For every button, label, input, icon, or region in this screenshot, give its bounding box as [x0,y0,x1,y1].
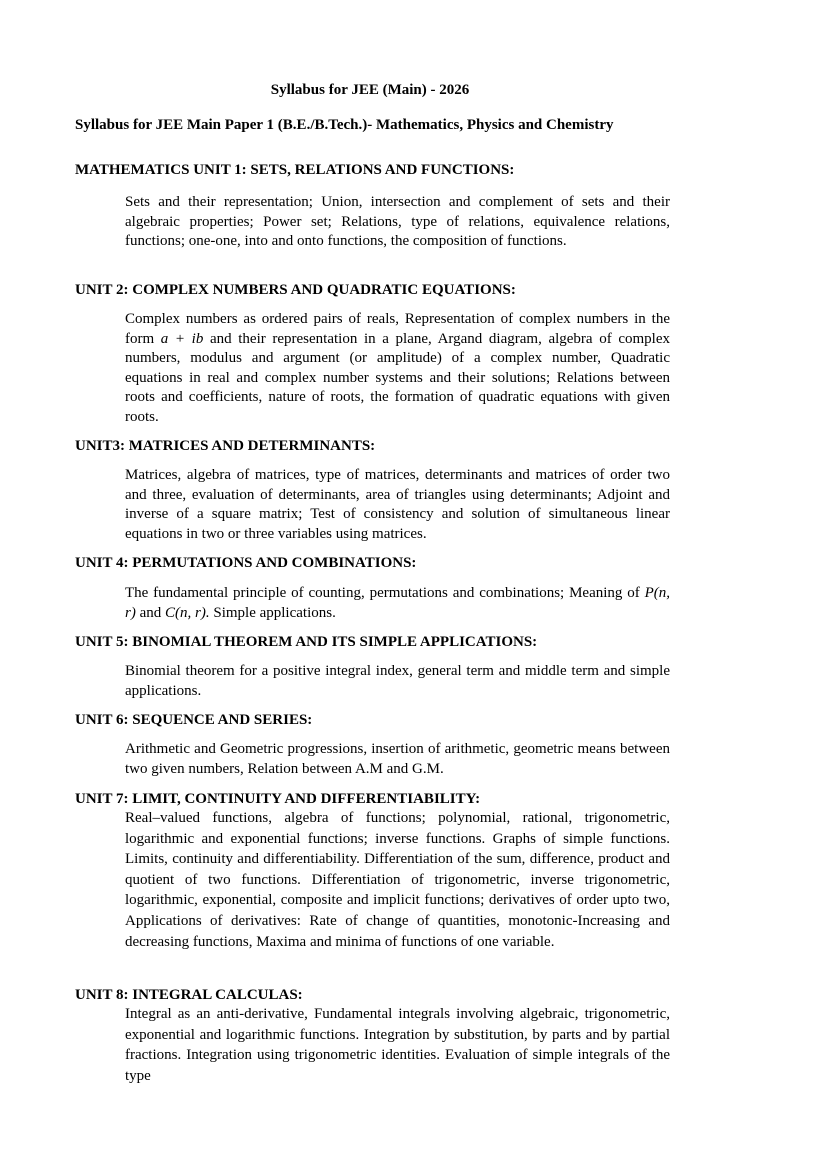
unit-4-body-part-a: The fundamental principle of counting, permutations and combinations; Meaning of [125,585,645,601]
unit-2-heading: UNIT 2: COMPLEX NUMBERS AND QUADRATIC EQUATIONS: [75,282,516,298]
unit-6-heading: UNIT 6: SEQUENCE AND SERIES: [75,712,313,728]
document-title: Syllabus for JEE (Main) - 2026 [270,82,470,98]
unit-4-math-c-n-r: C(n, r). [165,604,210,621]
unit-4-heading: UNIT 4: PERMUTATIONS AND COMBINATIONS: [75,555,417,571]
unit-1-heading: MATHEMATICS UNIT 1: SETS, RELATIONS AND FUNCTIONS: [75,162,515,178]
unit-2-body-part-a: Complex numbers as ordered pairs of reals, Representation of complex numbers in the form [125,311,670,347]
unit-2-body [125,310,670,427]
unit-6-body: Arithmetic and Geometric progressions, insertion of arithmetic, geometric means between two given numbers, Relation between A.M and G.M. [125,741,670,777]
unit-4-body [125,584,670,623]
unit-1-body: Sets and their representation; Union, intersection and complement of sets and their algebraic properties; Power set; Relations, type of relations, equivalence relations, functions; one-one, into and onto functions, the composition of functions. [125,194,670,249]
unit-2-body-part-b: and their representation in a plane, Argand diagram, algebra of complex numbers, modulus and argument (or amplitude) of a complex number, Quadratic equations in real and complex number systems and their solutions; Relations between roots and coefficients, nature of roots, the formation of quadratic equations with given roots. [125,330,670,425]
unit-5-heading: UNIT 5: BINOMIAL THEOREM AND ITS SIMPLE APPLICATIONS: [75,634,538,650]
unit-7-body: Real–valued functions, algebra of functions; polynomial, rational, trigonometric, logarithmic and exponential functions; inverse functions. Graphs of simple functions. Limits, continuity and differentiability. Differentiation of the sum, difference, product and quotient of two functions. Differentiation of trigonometric, inverse trigonometric, logarithmic, exponential, composite and implicit functions; derivatives of order upto two, Applications of derivatives: Rate of change of quantities, monotonic-Increasing and decreasing functions, Maxima and minima of functions of one variable. [125,810,670,950]
unit-5-body: Binomial theorem for a positive integral index, general term and middle term and simple applications. [125,663,670,699]
document-subtitle: Syllabus for JEE Main Paper 1 (B.E./B.Tech.)- Mathematics, Physics and Chemistry [75,117,614,133]
unit-4-math-p-n-r: P(n, r) [125,585,670,621]
unit-8-heading: UNIT 8: INTEGRAL CALCULAS: [75,987,303,1003]
unit-2-math-a-plus-ib: a + ib [160,330,204,347]
unit-3-heading: UNIT3: MATRICES AND DETERMINANTS: [75,438,376,454]
unit-3-body: Matrices, algebra of matrices, type of matrices, determinants and matrices of order two and three, evaluation of determinants, area of triangles using determinants; Adjoint and inverse of a square matrix; Test of consistency and solution of simultaneous linear equations in two or three variables using matrices. [125,467,670,542]
unit-7-heading: UNIT 7: LIMIT, CONTINUITY AND DIFFERENTIABILITY: [75,791,481,807]
unit-8-body: Integral as an anti-derivative, Fundamental integrals involving algebraic, trigonometric, exponential and logarithmic functions. Integration by substitution, by parts and by partial fractions. Integration using trigonometric identities. Evaluation of simple integrals of the type [125,1006,670,1084]
unit-4-body-and: and [135,604,166,621]
unit-4-body-part-b: Simple applications. [209,604,336,621]
